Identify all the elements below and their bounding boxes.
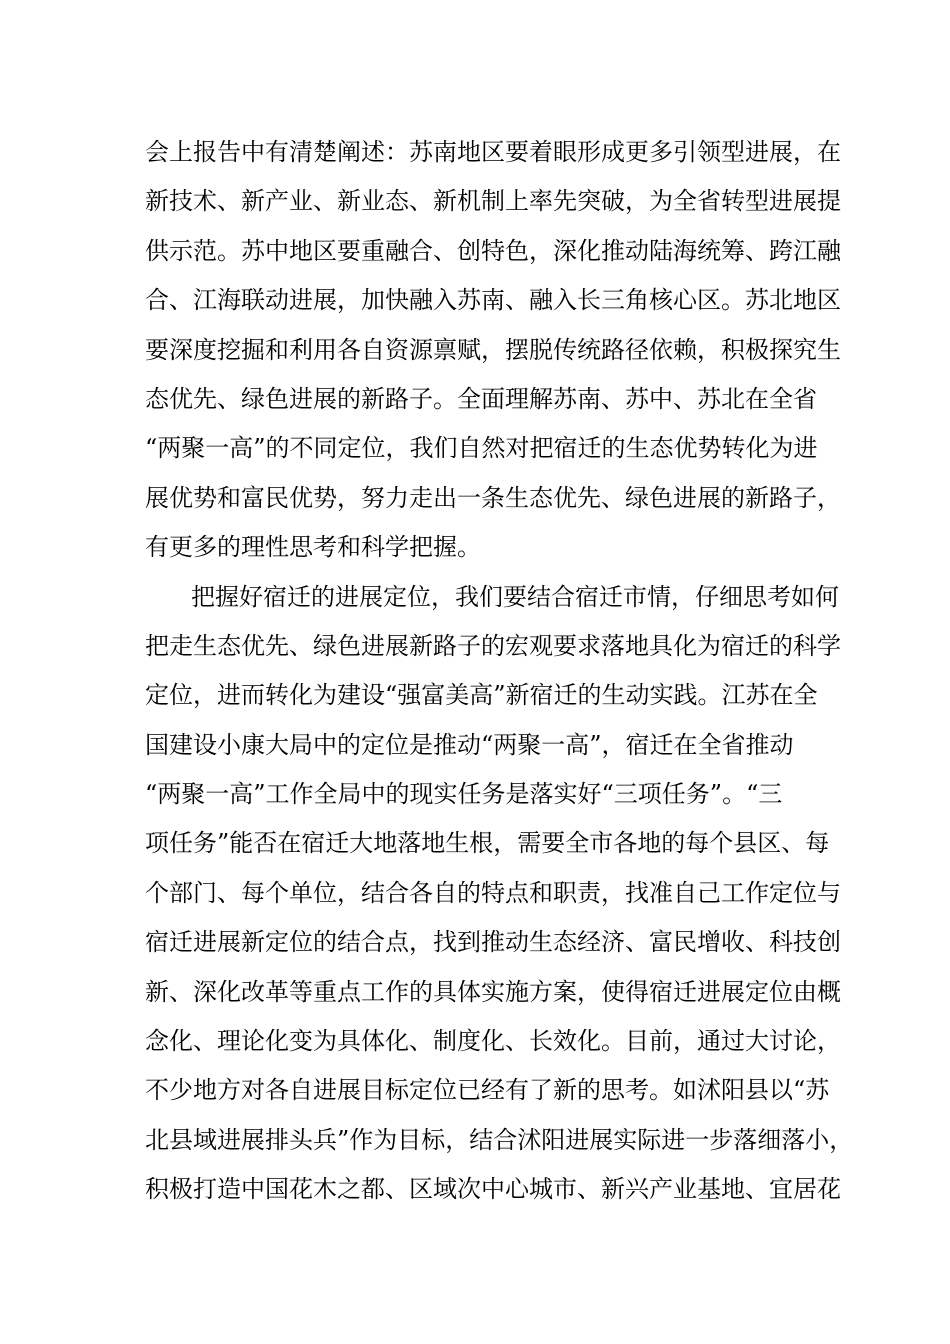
text-line: 念化、理论化变为具体化、制度化、长效化。目前，通过大讨论， — [145, 1027, 841, 1056]
text-line: 新、深化改革等重点工作的具体实施方案，使得宿迁进展定位由概 — [145, 977, 841, 1006]
text-line: 供示范。苏中地区要重融合、创特色，深化推动陆海统筹、跨江融 — [145, 236, 841, 265]
paragraph — [145, 128, 841, 573]
paragraph — [145, 573, 854, 1215]
body-text — [145, 128, 854, 1215]
text-line: 展优势和富民优势，努力走出一条生态优先、绿色进展的新路子， — [145, 483, 841, 512]
text-line: 把走生态优先、绿色进展新路子的宏观要求落地具化为宿迁的科学 — [145, 631, 841, 660]
text-line: 有更多的理性思考和科学把握。 — [145, 533, 481, 562]
text-line: 定位，进而转化为建设“强富美高”新宿迁的生动实践。江苏在全 — [145, 681, 818, 710]
text-line: 要深度挖掘和利用各自资源禀赋，摆脱传统路径依赖，积极探究生 — [145, 335, 841, 364]
text-line: “两聚一高”工作全局中的现实任务是落实好“三项任务”。“三 — [145, 780, 783, 809]
text-line: 积极打造中国花木之都、区域次中心城市、新兴产业基地、宜居花 — [145, 1175, 841, 1204]
text-line: 宿迁进展新定位的结合点，找到推动生态经济、富民增收、科技创 — [145, 928, 841, 957]
text-line: 把握好宿迁的进展定位，我们要结合宿迁市情，仔细思考如何 — [191, 582, 839, 611]
text-line: 态优先、绿色进展的新路子。全面理解苏南、苏中、苏北在全省 — [145, 384, 817, 413]
text-line: 合、江海联动进展，加快融入苏南、融入长三角核心区。苏北地区 — [145, 286, 841, 315]
text-line: 不少地方对各自进展目标定位已经有了新的思考。如沭阳县以“苏 — [145, 1076, 830, 1105]
text-line: 新技术、新产业、新业态、新机制上率先突破，为全省转型进展提 — [145, 187, 841, 216]
text-line: 北县域进展排头兵”作为目标，结合沭阳进展实际进一步落细落小， — [145, 1125, 854, 1154]
text-line: “两聚一高”的不同定位，我们自然对把宿迁的生态优势转化为进 — [145, 434, 818, 463]
text-line: 项任务”能否在宿迁大地落地生根，需要全市各地的每个县区、每 — [145, 829, 830, 858]
text-line: 会上报告中有清楚阐述：苏南地区要着眼形成更多引领型进展，在 — [145, 138, 841, 166]
text-line: 国建设小康大局中的定位是推动“两聚一高”，宿迁在全省推动 — [145, 730, 794, 759]
text-line: 个部门、每个单位，结合各自的特点和职责，找准自己工作定位与 — [145, 878, 841, 907]
